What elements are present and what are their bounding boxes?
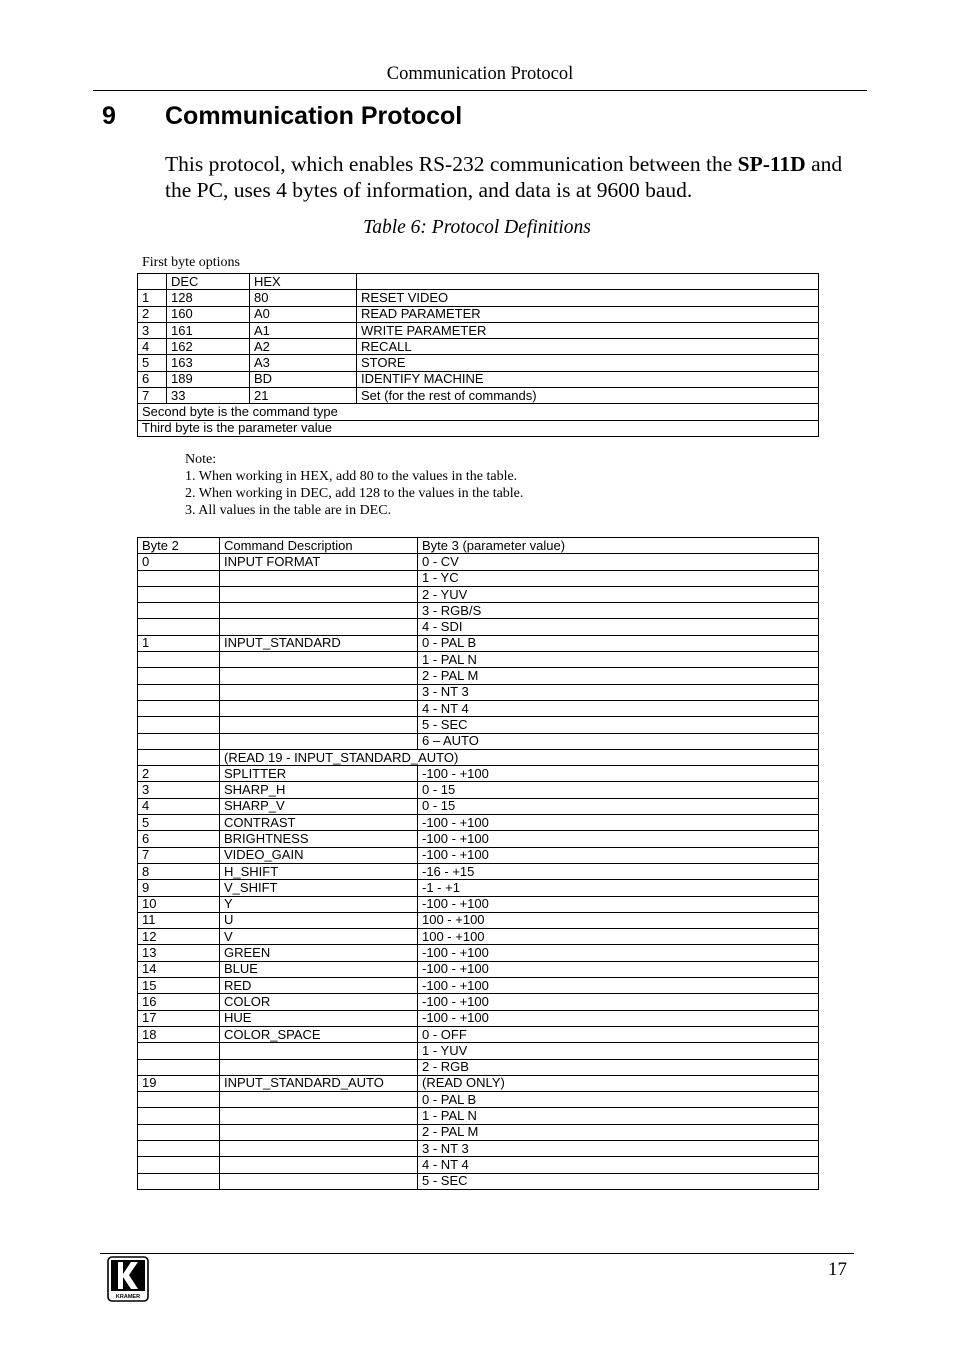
table-cell [138, 1059, 220, 1075]
table-cell: 3 - RGB/S [418, 603, 819, 619]
table-row [138, 929, 819, 945]
table-cell [220, 586, 418, 602]
table-row [138, 1173, 819, 1189]
table-cell [138, 668, 220, 684]
table-row [138, 1010, 819, 1026]
table-cell: 1 - PAL N [418, 652, 819, 668]
table-cell: WRITE PARAMETER [357, 322, 819, 338]
table-cell [220, 717, 418, 733]
table-cell: -100 - +100 [418, 847, 819, 863]
table-cell: 15 [138, 978, 220, 994]
table-row [138, 994, 819, 1010]
table-cell: 5 - SEC [418, 1173, 819, 1189]
table-row [138, 798, 819, 814]
header-rule [93, 90, 867, 91]
table-cell: 2 - YUV [418, 586, 819, 602]
table-cell: 12 [138, 929, 220, 945]
table-row [138, 782, 819, 798]
table-cell: SHARP_V [220, 798, 418, 814]
table-cell [138, 652, 220, 668]
command-header-row [138, 538, 819, 554]
table-cell [220, 619, 418, 635]
table-caption: Table 6: Protocol Definitions [363, 217, 591, 238]
table-cell: V [220, 929, 418, 945]
table-row [138, 1059, 819, 1075]
table-cell: 9 [138, 880, 220, 896]
header-cell: DEC [167, 274, 250, 290]
table-cell [138, 1092, 220, 1108]
table-cell: 80 [250, 290, 357, 306]
table-cell [138, 619, 220, 635]
table-cell: -100 - +100 [418, 1010, 819, 1026]
table-cell [138, 1108, 220, 1124]
table-cell: RESET VIDEO [357, 290, 819, 306]
table-cell: 4 [138, 339, 167, 355]
table-row [138, 570, 819, 586]
table-cell [220, 1173, 418, 1189]
table-row [138, 1075, 819, 1091]
table-cell: (READ 19 - INPUT_STANDARD_AUTO) [220, 749, 819, 765]
table-cell: GREEN [220, 945, 418, 961]
table-cell: -100 - +100 [418, 978, 819, 994]
table-cell: SHARP_H [220, 782, 418, 798]
table-cell: 18 [138, 1026, 220, 1042]
table-cell: READ PARAMETER [357, 306, 819, 322]
table-row [138, 1108, 819, 1124]
table-cell [138, 1173, 220, 1189]
table-cell: -100 - +100 [418, 896, 819, 912]
table-cell [220, 1108, 418, 1124]
table-cell [220, 1043, 418, 1059]
table-cell: Set (for the rest of commands) [357, 388, 819, 404]
header-cell: Byte 2 [138, 538, 220, 554]
table-row [138, 1140, 819, 1156]
page-number: 17 [828, 1259, 847, 1280]
table-cell: 1 - YUV [418, 1043, 819, 1059]
table-row [138, 749, 819, 765]
table-row [138, 355, 819, 371]
table-cell: 0 - 15 [418, 782, 819, 798]
logo-text: KRAMER [115, 1294, 141, 1300]
table-cell: 7 [138, 847, 220, 863]
table-cell [138, 749, 220, 765]
table-cell: 0 - CV [418, 554, 819, 570]
intro-text-after: and the PC, uses 4 bytes of information, and data is at 9600 baud. [165, 152, 843, 202]
table-cell: RED [220, 978, 418, 994]
table-cell: INPUT_STANDARD_AUTO [220, 1075, 418, 1091]
table-cell: STORE [357, 355, 819, 371]
table-row [138, 371, 819, 387]
table-row [138, 912, 819, 928]
table-cell: 8 [138, 863, 220, 879]
table-cell: 17 [138, 1010, 220, 1026]
table-cell [138, 603, 220, 619]
table-row [138, 766, 819, 782]
table-cell [220, 1124, 418, 1140]
table-cell [138, 1157, 220, 1173]
table-row [138, 815, 819, 831]
table-cell: 5 - SEC [418, 717, 819, 733]
table-cell [138, 733, 220, 749]
table-row [138, 404, 819, 420]
first-byte-header-row [138, 274, 819, 290]
table-cell: A1 [250, 322, 357, 338]
table-row [138, 961, 819, 977]
note-line: 3. All values in the table are in DEC. [185, 503, 392, 518]
table-cell: 189 [167, 371, 250, 387]
table-row [138, 896, 819, 912]
table-cell: HUE [220, 1010, 418, 1026]
table-cell: 10 [138, 896, 220, 912]
table-cell [220, 570, 418, 586]
header-cell: Byte 3 (parameter value) [418, 538, 819, 554]
table-cell: 4 - SDI [418, 619, 819, 635]
table-cell: 6 [138, 831, 220, 847]
table-row [138, 1124, 819, 1140]
product-name: SP-11D [737, 152, 806, 176]
table-cell: 1 [138, 635, 220, 651]
note-line: 2. When working in DEC, add 128 to the values in the table. [185, 486, 524, 501]
table-row [138, 863, 819, 879]
notes-block [185, 451, 523, 519]
table-cell: 100 - +100 [418, 929, 819, 945]
table-cell: 128 [167, 290, 250, 306]
table-cell [138, 1043, 220, 1059]
table-row [138, 1026, 819, 1042]
table-row [138, 652, 819, 668]
table-cell [138, 570, 220, 586]
table-row [138, 420, 819, 436]
table-cell: BLUE [220, 961, 418, 977]
table-cell: 160 [167, 306, 250, 322]
table-cell: 0 - OFF [418, 1026, 819, 1042]
table-cell [220, 603, 418, 619]
table-cell: 3 - NT 3 [418, 684, 819, 700]
table-cell: 4 [138, 798, 220, 814]
table-cell: Y [220, 896, 418, 912]
table-row [138, 635, 819, 651]
intro-text-before: This protocol, which enables RS-232 communication between the [165, 152, 738, 176]
note-line: 1. When working in HEX, add 80 to the values in the table. [185, 469, 518, 484]
table-cell: 6 [138, 371, 167, 387]
table-cell: 33 [167, 388, 250, 404]
table-cell [220, 1157, 418, 1173]
table-note-cell: Second byte is the command type [138, 404, 819, 420]
table-cell [220, 652, 418, 668]
table-cell: 162 [167, 339, 250, 355]
table-cell: -100 - +100 [418, 994, 819, 1010]
table-note-cell: Third byte is the parameter value [138, 420, 819, 436]
table-cell: 13 [138, 945, 220, 961]
table-cell: U [220, 912, 418, 928]
table-row [138, 619, 819, 635]
table-cell: 2 [138, 306, 167, 322]
table-cell: INPUT FORMAT [220, 554, 418, 570]
table-cell: 2 - PAL M [418, 1124, 819, 1140]
table-cell [220, 1059, 418, 1075]
table-cell: INPUT_STANDARD [220, 635, 418, 651]
header-cell: HEX [250, 274, 357, 290]
first-byte-label: First byte options [142, 255, 241, 270]
table-cell: A0 [250, 306, 357, 322]
table-cell [138, 700, 220, 716]
table-cell: 1 - PAL N [418, 1108, 819, 1124]
table-cell: SPLITTER [220, 766, 418, 782]
table-cell [220, 700, 418, 716]
header-cell: Command Description [220, 538, 418, 554]
table-cell: 3 [138, 782, 220, 798]
kramer-logo [107, 1256, 149, 1302]
table-row [138, 306, 819, 322]
table-row [138, 586, 819, 602]
table-cell [138, 586, 220, 602]
section-title: Communication Protocol [165, 102, 463, 130]
table-cell: 21 [250, 388, 357, 404]
table-cell: 1 [138, 290, 167, 306]
table-row [138, 684, 819, 700]
table-cell [138, 717, 220, 733]
table-row [138, 668, 819, 684]
table-row [138, 733, 819, 749]
table-row [138, 322, 819, 338]
table-cell: COLOR [220, 994, 418, 1010]
table-cell: 0 - PAL B [418, 1092, 819, 1108]
table-cell: -100 - +100 [418, 815, 819, 831]
table-cell [220, 668, 418, 684]
table-cell: 19 [138, 1075, 220, 1091]
table-cell: 11 [138, 912, 220, 928]
table-cell: A3 [250, 355, 357, 371]
table-row [138, 388, 819, 404]
table-row [138, 945, 819, 961]
intro-paragraph [165, 151, 865, 203]
table-row [138, 339, 819, 355]
header-cell [357, 274, 819, 290]
table-cell: 0 - PAL B [418, 635, 819, 651]
table-cell: 1 - YC [418, 570, 819, 586]
table-cell: COLOR_SPACE [220, 1026, 418, 1042]
table-cell: V_SHIFT [220, 880, 418, 896]
header-cell [138, 274, 167, 290]
table-cell: BD [250, 371, 357, 387]
table-cell: IDENTIFY MACHINE [357, 371, 819, 387]
table-cell: 7 [138, 388, 167, 404]
running-header: Communication Protocol [386, 64, 574, 84]
table-cell: 5 [138, 355, 167, 371]
table-cell: 100 - +100 [418, 912, 819, 928]
table-row [138, 603, 819, 619]
table-cell: 4 - NT 4 [418, 700, 819, 716]
table-cell: VIDEO_GAIN [220, 847, 418, 863]
table-row [138, 831, 819, 847]
table-cell: 5 [138, 815, 220, 831]
table-row [138, 290, 819, 306]
table-cell: 2 - RGB [418, 1059, 819, 1075]
table-row [138, 880, 819, 896]
table-row [138, 700, 819, 716]
table-cell [138, 684, 220, 700]
table-cell [220, 733, 418, 749]
table-cell: A2 [250, 339, 357, 355]
table-cell: 163 [167, 355, 250, 371]
table-row [138, 1092, 819, 1108]
table-row [138, 847, 819, 863]
table-cell: -16 - +15 [418, 863, 819, 879]
table-cell: 6 – AUTO [418, 733, 819, 749]
table-cell: -100 - +100 [418, 831, 819, 847]
table-cell: 3 [138, 322, 167, 338]
table-cell: H_SHIFT [220, 863, 418, 879]
table-row [138, 1043, 819, 1059]
table-row [138, 978, 819, 994]
table-cell [220, 1092, 418, 1108]
table-row [138, 717, 819, 733]
table-cell: BRIGHTNESS [220, 831, 418, 847]
table-cell: 4 - NT 4 [418, 1157, 819, 1173]
table-cell [138, 1140, 220, 1156]
table-cell [220, 1140, 418, 1156]
table-cell: 0 - 15 [418, 798, 819, 814]
table-cell: RECALL [357, 339, 819, 355]
table-cell [138, 1124, 220, 1140]
table-cell: 0 [138, 554, 220, 570]
table-cell: (READ ONLY) [418, 1075, 819, 1091]
table-cell: -1 - +1 [418, 880, 819, 896]
section-number: 9 [102, 102, 116, 130]
first-byte-table [137, 273, 819, 437]
table-cell: 16 [138, 994, 220, 1010]
command-table [137, 537, 819, 1190]
footer-rule [100, 1253, 854, 1254]
table-cell: -100 - +100 [418, 961, 819, 977]
table-cell: -100 - +100 [418, 945, 819, 961]
table-cell: CONTRAST [220, 815, 418, 831]
table-cell: 2 [138, 766, 220, 782]
table-cell: -100 - +100 [418, 766, 819, 782]
table-cell: 14 [138, 961, 220, 977]
table-row [138, 1157, 819, 1173]
table-cell: 2 - PAL M [418, 668, 819, 684]
table-row [138, 554, 819, 570]
table-cell: 161 [167, 322, 250, 338]
table-cell [220, 684, 418, 700]
note-line: Note: [185, 452, 217, 467]
table-cell: 3 - NT 3 [418, 1140, 819, 1156]
